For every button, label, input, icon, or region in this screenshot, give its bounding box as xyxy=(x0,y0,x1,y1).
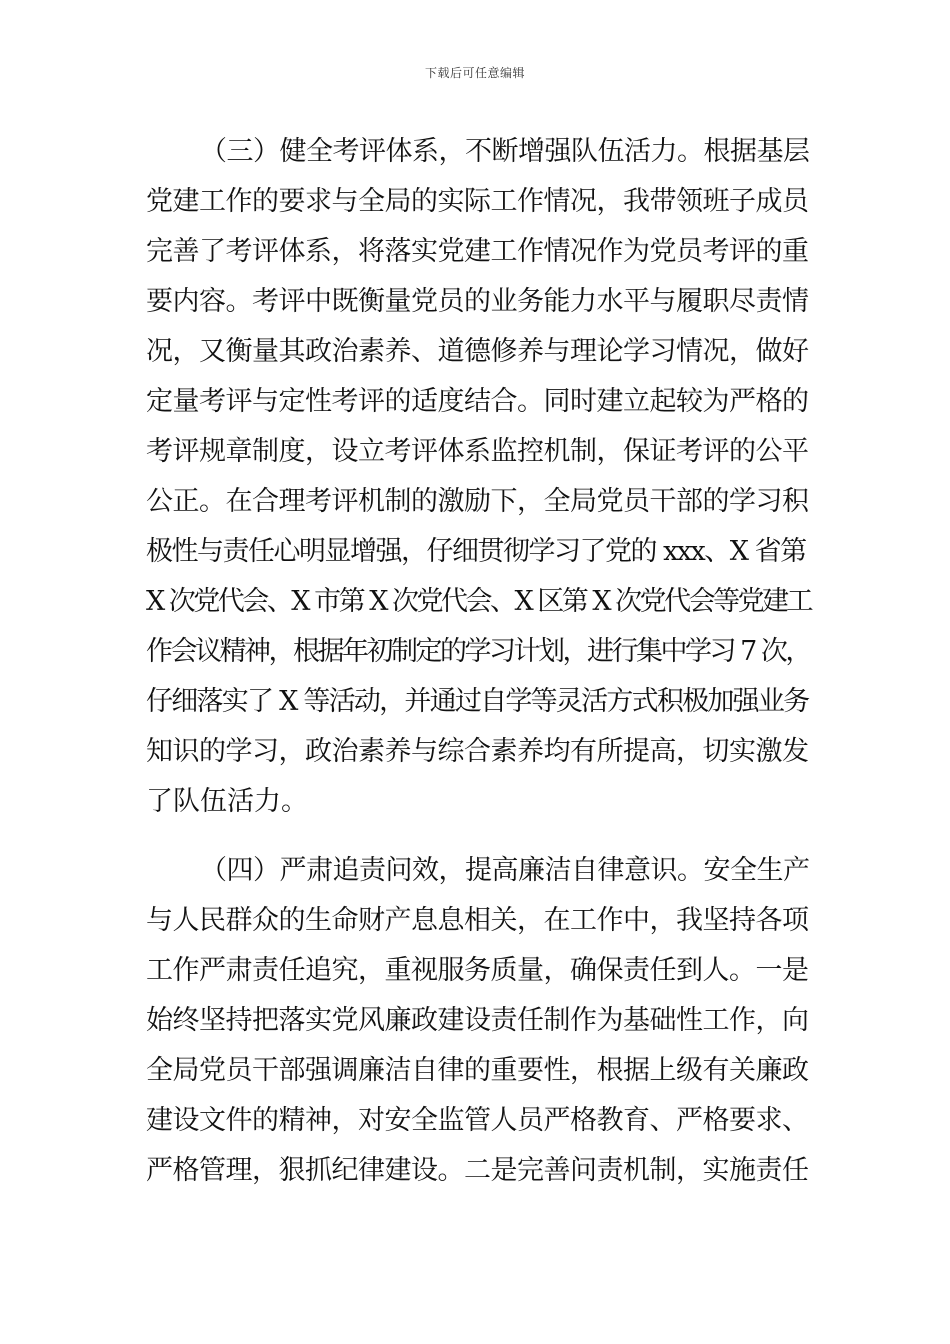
paragraph-line: 始终坚持把落实党风廉政建设责任制作为基础性工作，向 xyxy=(146,1005,809,1036)
paragraph-line: 定量考评与定性考评的适度结合。同时建立起较为严格的 xyxy=(146,386,809,417)
paragraph-line: （三）健全考评体系，不断增强队伍活力。根据基层 xyxy=(200,136,810,167)
paragraph-line: 作会议精神，根据年初制定的学习计划，进行集中学习 7 次， xyxy=(146,636,810,667)
paragraph-line: X 次党代会、X 市第 X 次党代会、X 区第 X 次党代会等党建工 xyxy=(146,586,812,617)
paragraph-line: 考评规章制度，设立考评体系监控机制，保证考评的公平 xyxy=(146,436,809,467)
paragraph-line: 仔细落实了 X 等活动，并通过自学等灵活方式积极加强业务 xyxy=(146,686,809,717)
paragraph-line: 严格管理，狠抓纪律建设。二是完善问责机制，实施责任 xyxy=(146,1155,809,1186)
paragraph-line: 知识的学习，政治素养与综合素养均有所提高，切实激发 xyxy=(146,736,809,767)
paragraph-line: 了队伍活力。 xyxy=(146,786,308,817)
paragraph-line: 全局党员干部强调廉洁自律的重要性，根据上级有关廉政 xyxy=(146,1055,809,1086)
page-header: 下载后可任意编辑 xyxy=(424,66,525,80)
paragraph-line: 完善了考评体系，将落实党建工作情况作为党员考评的重 xyxy=(146,236,809,267)
paragraph-line: 建设文件的精神，对安全监管人员严格教育、严格要求、 xyxy=(146,1105,809,1136)
paragraph-line: 工作严肃责任追究，重视服务质量，确保责任到人。一是 xyxy=(146,955,809,986)
paragraph-line: 公正。在合理考评机制的激励下，全局党员干部的学习积 xyxy=(146,486,809,517)
paragraph-line: 况，又衡量其政治素养、道德修养与理论学习情况，做好 xyxy=(146,336,809,367)
paragraph-line: 与人民群众的生命财产息息相关，在工作中，我坚持各项 xyxy=(146,905,809,936)
paragraph-four xyxy=(146,846,811,1196)
paragraph-three xyxy=(146,127,811,827)
paragraph-line: 党建工作的要求与全局的实际工作情况，我带领班子成员 xyxy=(146,186,809,217)
paragraph-line: （四）严肃追责问效，提高廉洁自律意识。安全生产 xyxy=(200,855,810,886)
paragraph-line: 极性与责任心明显增强，仔细贯彻学习了党的 xxx、X 省第 xyxy=(146,536,806,567)
paragraph-line: 要内容。考评中既衡量党员的业务能力水平与履职尽责情 xyxy=(146,286,809,317)
